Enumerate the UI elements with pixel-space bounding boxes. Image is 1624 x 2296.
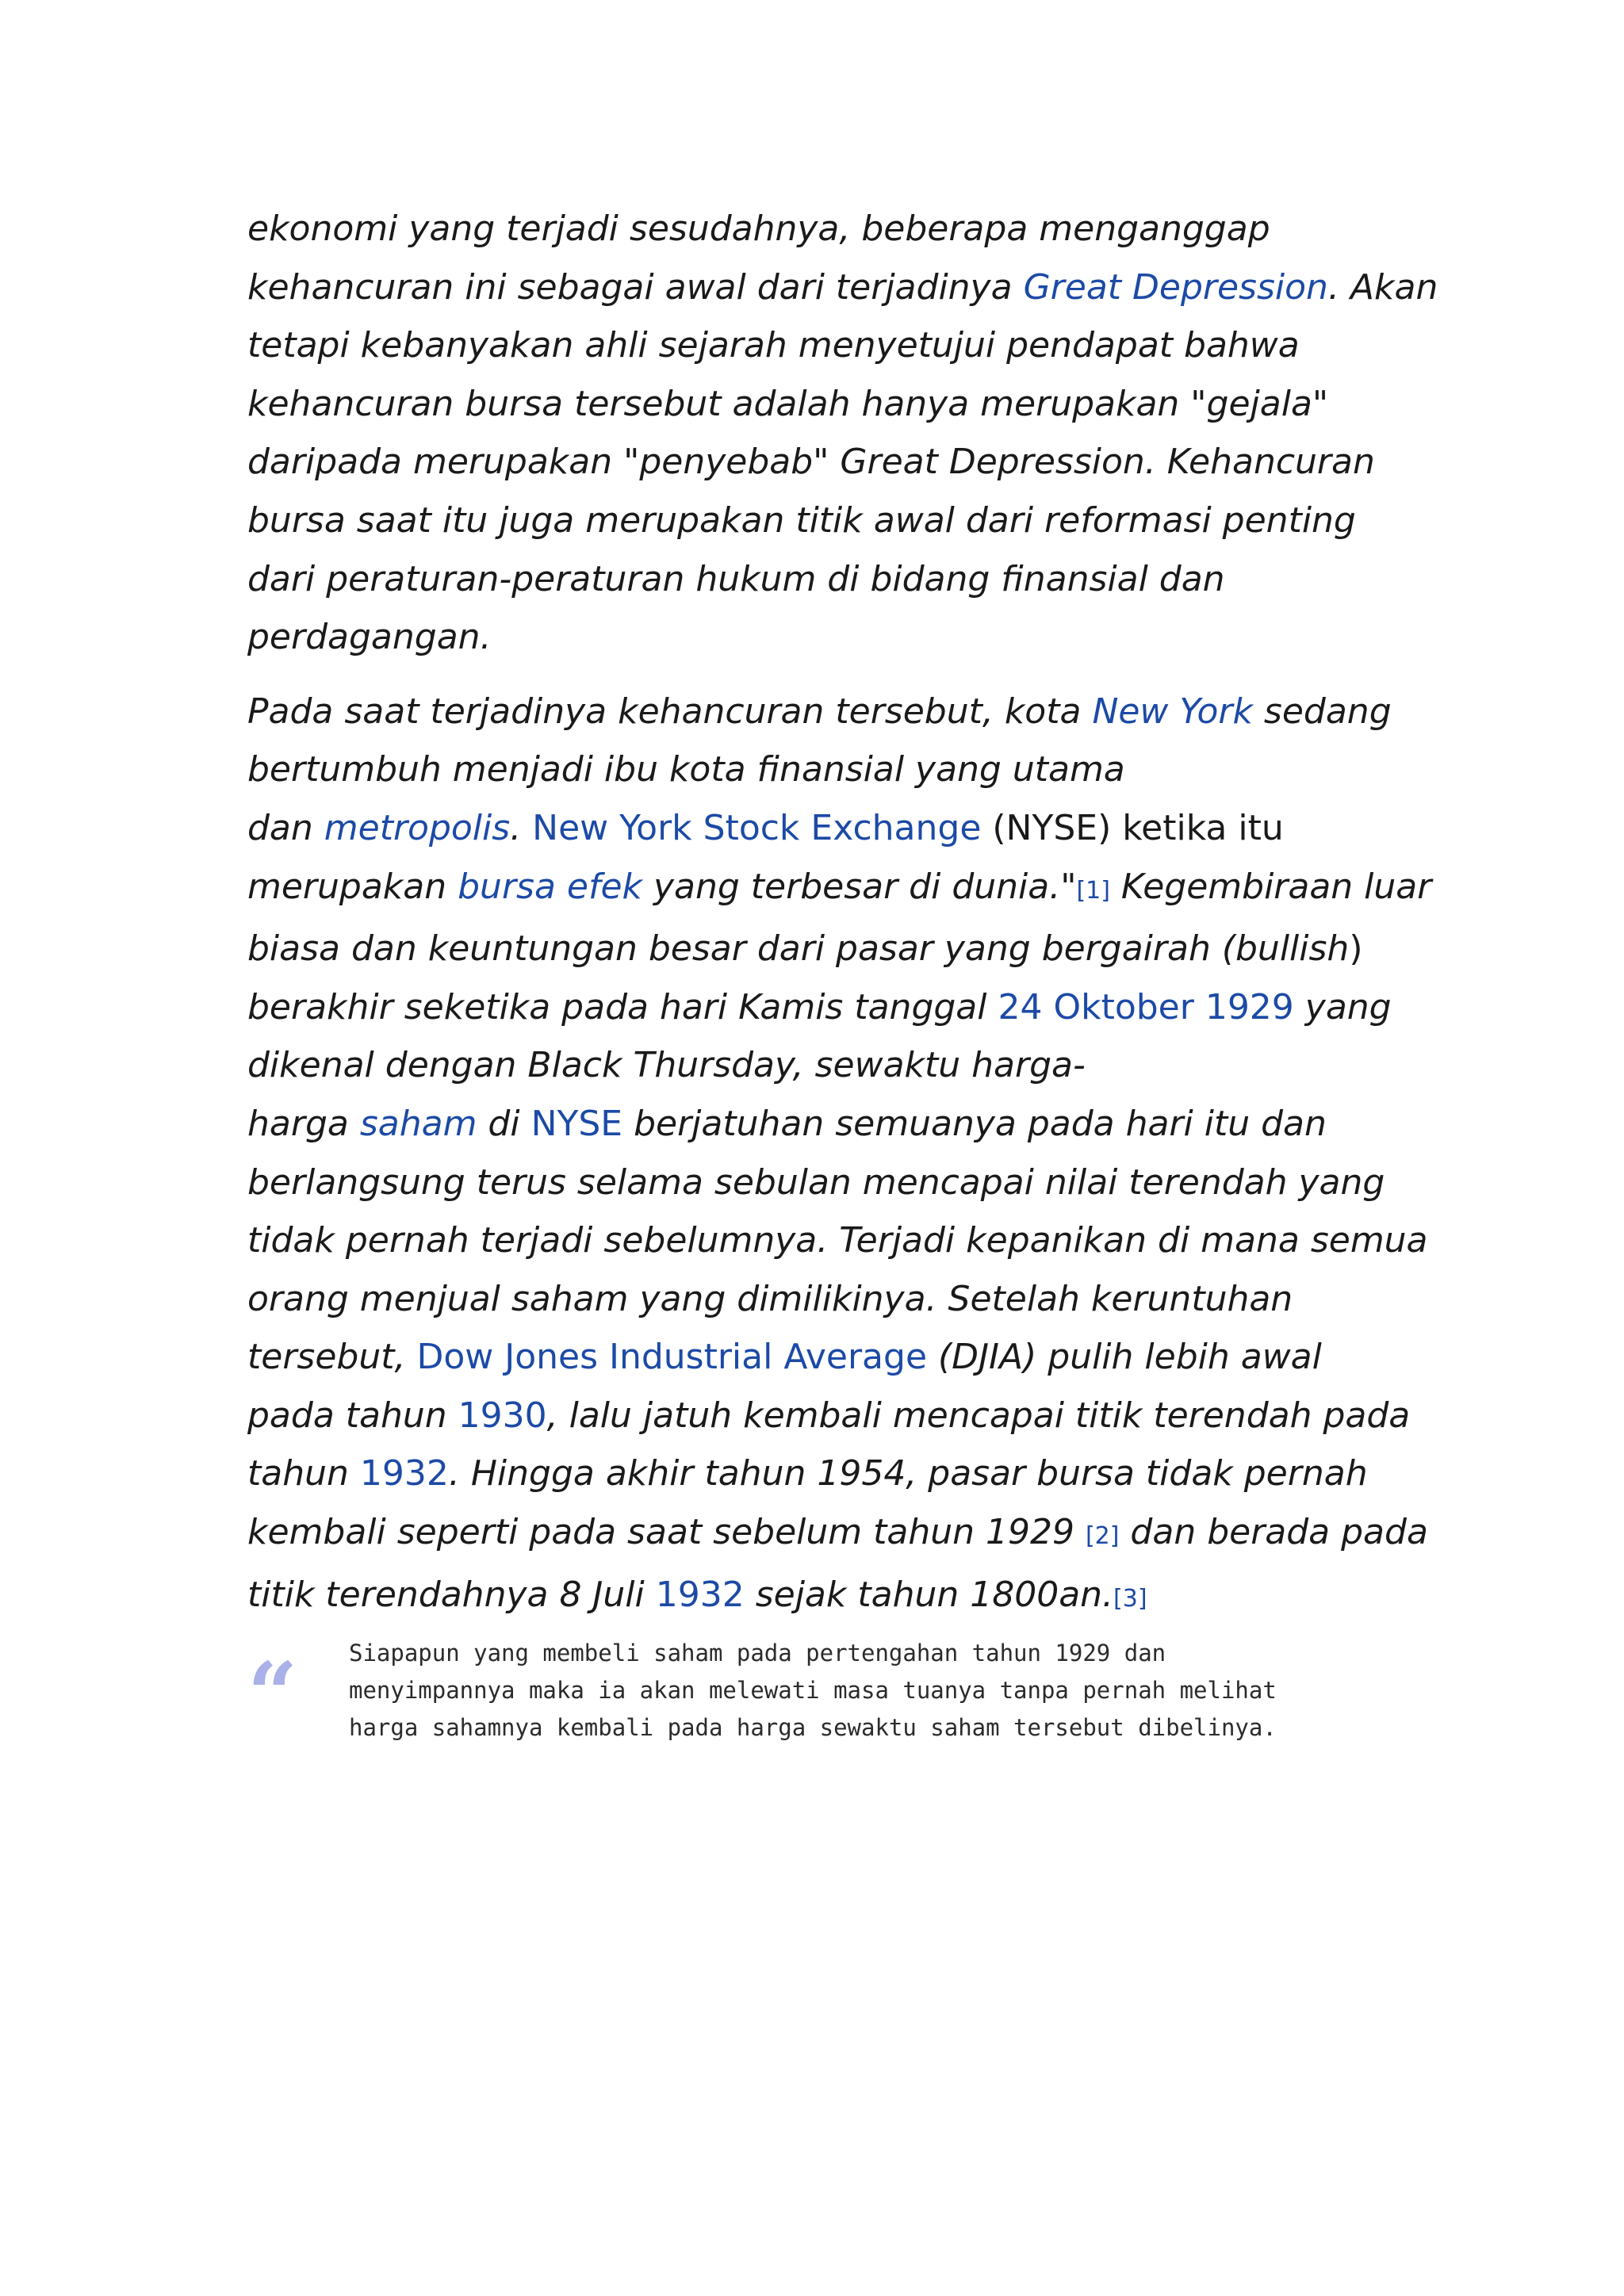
quote-line: Siapapun yang membeli saham pada pertengahan tahun 1929 dan	[349, 1640, 1166, 1667]
text-segment: sejak tahun 1800an.	[744, 1574, 1114, 1615]
text-line	[247, 1270, 1405, 1329]
blockquote	[247, 1635, 1405, 1770]
emphasis-bullish: bullish	[1235, 928, 1350, 970]
text-segment: dikenal dengan	[247, 1045, 528, 1086]
text-line	[247, 1387, 1411, 1445]
reference-3[interactable]: [3]	[1113, 1584, 1147, 1613]
text-segment: daripada merupakan "penyebab"	[247, 442, 841, 483]
text-line	[247, 799, 1405, 858]
text-segment: titik terendahnya 8 Juli	[247, 1574, 656, 1615]
text-segment: dari peraturan-peraturan hukum di bidang finansial dan	[247, 558, 1225, 599]
text-segment: . Kehancuran	[1144, 442, 1375, 483]
emphasis-black-thursday: Black Thursday	[527, 1045, 793, 1086]
text-segment: merupakan	[247, 866, 458, 907]
paragraph-crash-consequences	[247, 200, 1438, 667]
article-body	[247, 200, 1438, 1628]
text-segment: harga	[247, 1103, 360, 1144]
text-line	[247, 608, 1405, 667]
text-segment: tersebut,	[247, 1337, 417, 1378]
text-segment: perdagangan.	[247, 617, 492, 658]
link-24-oktober-1929[interactable]: 24 Oktober 1929	[998, 986, 1294, 1027]
text-segment: pada tahun	[247, 1395, 458, 1436]
text-segment: bertumbuh menjadi ibu kota finansial yang utama	[247, 749, 1125, 790]
quote-text	[349, 1635, 1380, 1747]
text-line	[247, 375, 1405, 434]
text-segment: kembali seperti pada saat sebelum tahun 1929	[247, 1512, 1086, 1553]
text-line	[247, 1211, 1428, 1270]
quote-line: menyimpannya maka ia akan melewati masa tuanya tanpa pernah melihat	[349, 1677, 1277, 1704]
text-line	[247, 920, 1405, 978]
text-segment: .	[510, 807, 533, 848]
text-line	[247, 1328, 1405, 1387]
link-metropolis[interactable]: metropolis	[324, 807, 511, 848]
text-line	[247, 316, 1405, 375]
text-line	[247, 492, 1405, 550]
link-nyse[interactable]: NYSE	[530, 1103, 623, 1144]
text-segment: dan	[247, 807, 324, 848]
reference-2[interactable]: [2]	[1085, 1522, 1120, 1551]
text-line	[247, 200, 1405, 258]
text-segment: , lalu jatuh kembali mencapai titik terendah pada	[546, 1395, 1411, 1436]
text-segment: , sewaktu harga-	[792, 1045, 1086, 1086]
text-segment: bursa saat itu juga merupakan titik awal dari reformasi penting	[247, 499, 1356, 541]
text-segment: tahun	[247, 1453, 360, 1494]
text-segment: yang	[1293, 986, 1392, 1027]
text-segment: dan berada pada	[1119, 1512, 1428, 1553]
link-new-york[interactable]: New York	[1092, 691, 1253, 732]
paragraph-black-thursday	[247, 683, 1432, 1628]
link-great-depression[interactable]: Great Depression	[1023, 266, 1328, 308]
link-new-york-stock-exchange[interactable]: New York Stock Exchange	[532, 807, 982, 848]
text-line	[247, 978, 1405, 1037]
text-segment: biasa dan keuntungan besar dari pasar yang bergairah (	[247, 928, 1235, 970]
text-line	[247, 258, 1438, 317]
link-1930[interactable]: 1930	[458, 1395, 547, 1436]
text-line	[247, 683, 1405, 741]
text-segment: kehancuran ini sebagai awal dari terjadinya	[247, 266, 1024, 308]
text-segment: Pada saat terjadinya kehancuran tersebut, kota	[247, 691, 1093, 732]
link-dow-jones-industrial-average[interactable]: Dow Jones Industrial Average	[416, 1337, 928, 1378]
text-line	[247, 1036, 1405, 1095]
text-segment: orang menjual saham yang dimilikinya. Setelah keruntuhan	[247, 1278, 1293, 1319]
emphasis-great-depression: Great Depression	[840, 442, 1145, 483]
text-line	[247, 550, 1405, 609]
text-segment: di	[477, 1103, 531, 1144]
link-1932-second[interactable]: 1932	[655, 1574, 745, 1615]
text-line	[247, 1566, 1405, 1628]
text-segment: kehancuran bursa tersebut adalah hanya merupakan "gejala"	[247, 383, 1329, 424]
quotation-mark-icon: “	[247, 1643, 298, 1745]
text-segment: )	[1349, 928, 1363, 970]
text-segment: tidak pernah terjadi sebelumnya. Terjadi kepanikan di mana semua	[247, 1220, 1428, 1261]
link-1932[interactable]: 1932	[359, 1453, 449, 1494]
text-segment: . Akan	[1327, 266, 1438, 308]
text-line	[247, 858, 1432, 920]
text-line	[247, 1445, 1405, 1503]
text-segment: (DJIA) pulih lebih awal	[927, 1337, 1322, 1378]
text-line	[247, 1095, 1405, 1154]
reference-1[interactable]: [1]	[1076, 876, 1110, 905]
text-segment: sedang	[1252, 691, 1392, 732]
text-segment: berjatuhan semuanya pada hari itu dan	[622, 1103, 1327, 1144]
link-bursa-efek[interactable]: bursa efek	[458, 866, 643, 907]
text-segment: berlangsung terus selama sebulan mencapai nilai terendah yang	[247, 1161, 1385, 1203]
quote-line: harga sahamnya kembali pada harga sewaktu saham tersebut dibelinya.	[349, 1714, 1277, 1741]
text-line	[247, 1503, 1428, 1566]
text-segment: Kegembiraan luar	[1109, 866, 1432, 907]
text-line	[247, 1154, 1405, 1212]
text-segment: berakhir seketika pada hari Kamis tanggal	[247, 986, 998, 1027]
text-segment: tetapi kebanyakan ahli sejarah menyetujui pendapat bahwa	[247, 325, 1300, 366]
text-line	[247, 433, 1405, 492]
text-line	[247, 740, 1405, 799]
link-saham[interactable]: saham	[359, 1103, 477, 1144]
text-segment: yang terbesar di dunia."	[642, 866, 1077, 907]
text-segment: ekonomi yang terjadi sesudahnya, beberapa menganggap	[247, 209, 1270, 249]
text-segment: . Hingga akhir tahun 1954, pasar bursa tidak pernah	[448, 1453, 1368, 1494]
text-segment: (NYSE) ketika itu	[981, 807, 1284, 848]
